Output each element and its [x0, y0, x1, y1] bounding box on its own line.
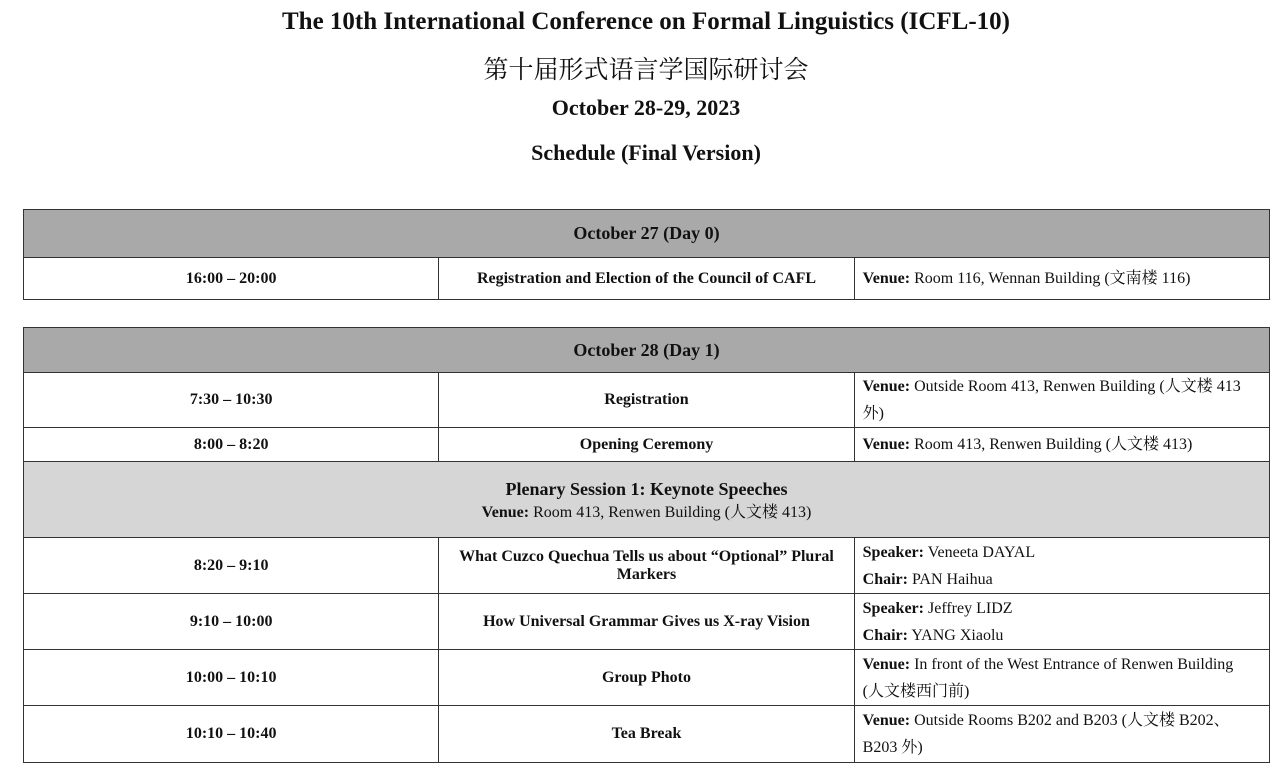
chair-name: PAN Haihua [911, 570, 993, 588]
speaker-label: Speaker: [862, 543, 924, 561]
time-cell: 9:10 – 10:00 [24, 594, 439, 650]
schedule-row [24, 428, 1270, 462]
venue-cell [854, 650, 1269, 706]
venue-label: Venue: [481, 503, 530, 521]
conference-dates: October 28-29, 2023 [551, 95, 741, 120]
speaker-line [863, 539, 1261, 566]
conference-title-chinese: 第十届形式语言学国际研讨会 [483, 55, 809, 84]
plenary-session-cell [24, 462, 1270, 538]
time-cell: 8:00 – 8:20 [24, 428, 439, 462]
time-cell: 7:30 – 10:30 [24, 373, 439, 428]
venue-cell [854, 428, 1269, 462]
time-cell: 16:00 – 20:00 [24, 258, 439, 300]
schedule-row [24, 650, 1270, 706]
schedule-row [24, 373, 1270, 428]
time-cell: 8:20 – 9:10 [24, 538, 439, 594]
venue-cell [854, 258, 1269, 300]
venue-cell [854, 373, 1269, 428]
plenary-venue [32, 502, 1261, 524]
chair-label: Chair: [862, 626, 908, 644]
day1-heading: October 28 (Day 1) [24, 328, 1270, 373]
event-title: Tea Break [439, 706, 854, 763]
talk-title: How Universal Grammar Gives us X-ray Vision [439, 594, 854, 650]
venue-label: Venue: [862, 712, 911, 729]
plenary-session-title: Plenary Session 1: Keynote Speeches [505, 478, 788, 499]
day0-heading: October 27 (Day 0) [24, 210, 1270, 258]
event-title: Registration [439, 373, 854, 428]
venue-label: Venue: [862, 270, 911, 287]
conference-title: The 10th International Conference on Formal Linguistics (ICFL-10) [282, 8, 1010, 35]
venue-line [863, 651, 1261, 678]
speaker-name: Veneeta DAYAL [927, 543, 1036, 561]
venue-text: Room 116, Wennan Building (文南楼 116) [914, 270, 1191, 287]
schedule-row [24, 258, 1270, 300]
talk-row [24, 538, 1270, 594]
venue-text: Room 413, Renwen Building (人文楼 413) [914, 436, 1193, 453]
talk-row [24, 594, 1270, 650]
event-title: Group Photo [439, 650, 854, 706]
event-title: Opening Ceremony [439, 428, 854, 462]
speaker-chair-cell [854, 538, 1269, 594]
venue-label: Venue: [862, 655, 911, 673]
time-cell: 10:10 – 10:40 [24, 706, 439, 763]
chair-line [863, 566, 1261, 593]
venue-cell [854, 706, 1269, 763]
venue-text: Outside Room 413, Renwen Building (人文楼 413 外) [862, 378, 1241, 422]
speaker-label: Speaker: [862, 599, 924, 617]
day-heading-row [24, 328, 1270, 373]
speaker-name: Jeffrey LIDZ [927, 599, 1013, 617]
day0-schedule-table [23, 209, 1270, 300]
venue-line-2: (人文楼西门前) [862, 682, 970, 700]
day-heading-row [24, 210, 1270, 258]
speaker-chair-cell [854, 594, 1269, 650]
day1-schedule-table [23, 327, 1270, 763]
schedule-subtitle: Schedule (Final Version) [531, 140, 761, 165]
venue-label: Venue: [862, 436, 911, 453]
event-title: Registration and Election of the Council of CAFL [439, 258, 854, 300]
talk-title: What Cuzco Quechua Tells us about “Optional” Plural Markers [439, 538, 854, 594]
speaker-line [863, 595, 1261, 622]
chair-name: YANG Xiaolu [911, 626, 1004, 644]
plenary-session-row [24, 462, 1270, 538]
venue-text: Room 413, Renwen Building (人文楼 413) [533, 503, 812, 521]
chair-label: Chair: [862, 570, 908, 588]
time-cell: 10:00 – 10:10 [24, 650, 439, 706]
venue-text: Outside Rooms B202 and B203 (人文楼 B202、B203 外) [862, 712, 1230, 756]
schedule-row [24, 706, 1270, 763]
chair-line [863, 622, 1261, 649]
venue-label: Venue: [862, 378, 911, 395]
venue-text: In front of the West Entrance of Renwen Building [914, 655, 1234, 673]
